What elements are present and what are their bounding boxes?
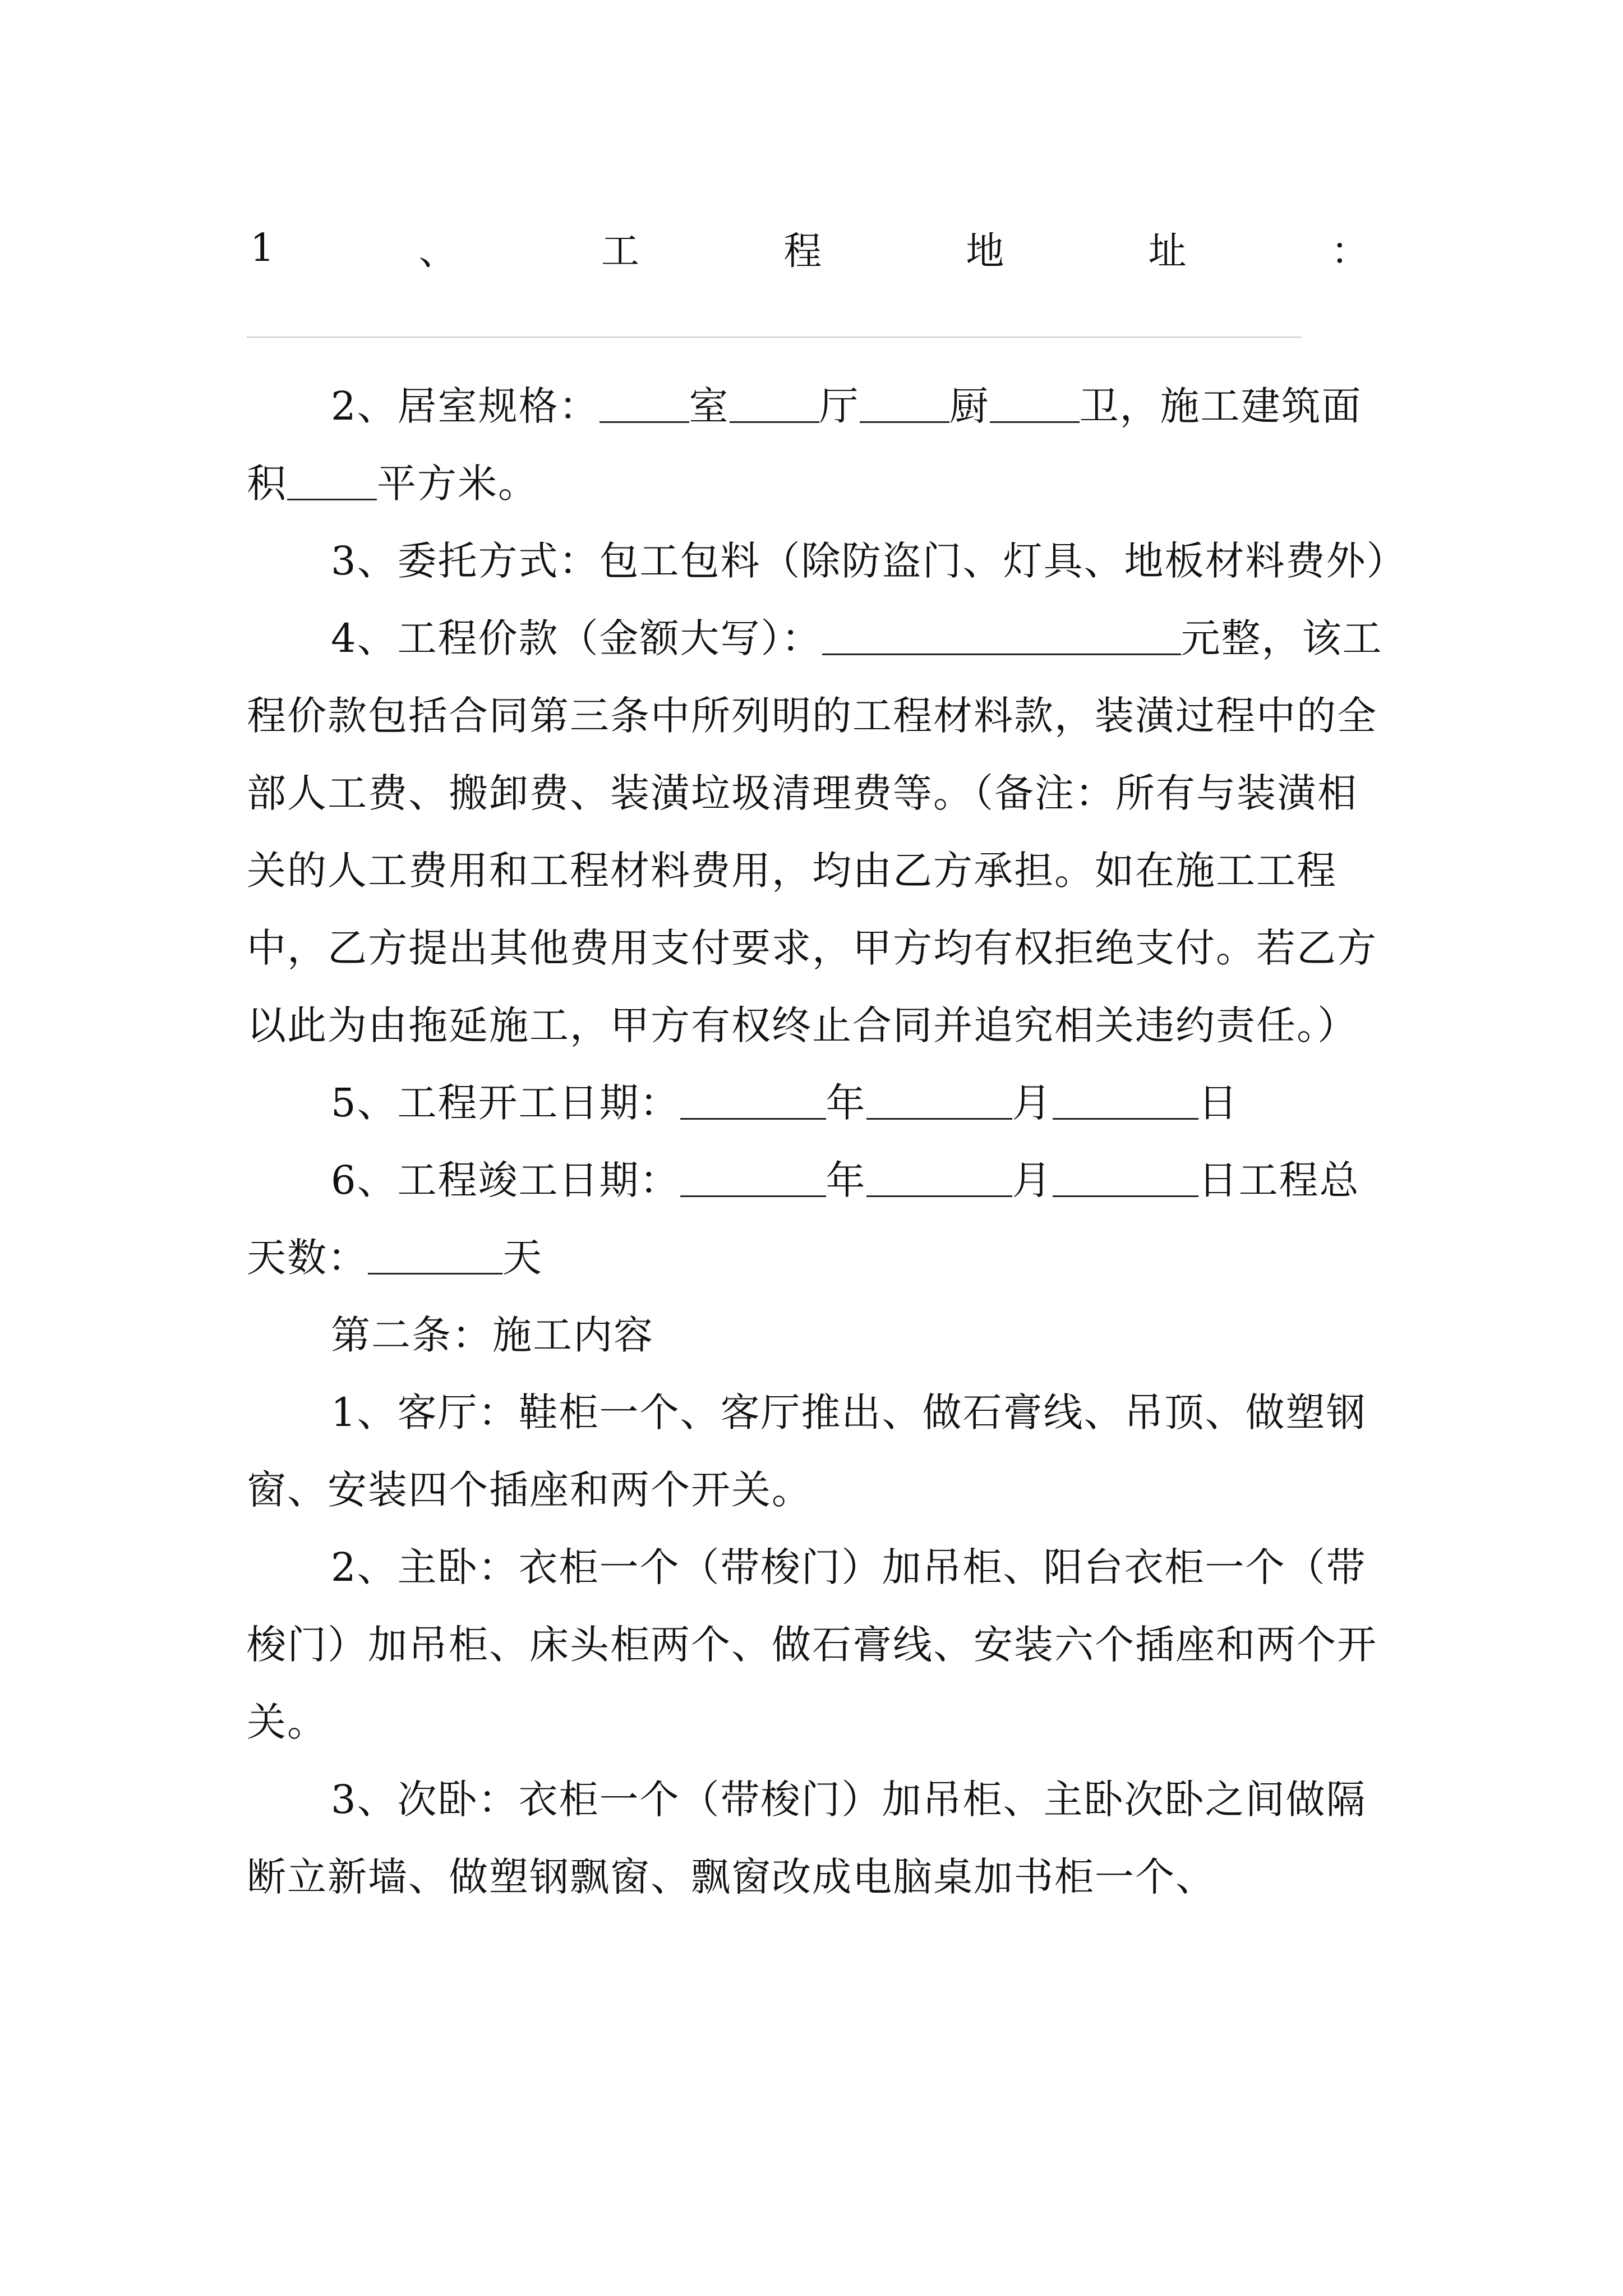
paragraph-room-spec <box>247 367 1394 522</box>
text-run: 元整，该工程价款包括合同第三条中所列明的工程材料款，装潢过程中的全部人工费、搬卸费、装潢垃圾清理费等。（备注：所有与装潢相关的人工费用和工程材料费用，均由乙方承担。如在施工工程中，乙方提出其他费用支付要求，甲方均有权拒绝支付。若乙方以此为由拖延施工，甲方有权终止合同并追究相关违约责任。） <box>247 615 1383 1048</box>
title-char: 址 <box>1148 229 1187 274</box>
title-char: 、 <box>418 229 457 274</box>
blank-field <box>866 1084 1012 1120</box>
paragraph-living-room: 1、客厅：鞋柜一个、客厅推出、做石膏线、吊顶、做塑钢窗、安装四个插座和两个开关。 <box>247 1389 1367 1513</box>
text-run: 日 <box>1198 1080 1239 1126</box>
text-run: 年 <box>826 1080 866 1126</box>
text-run: 卫，施工建筑面积 <box>247 383 1362 507</box>
title-char: 地 <box>966 229 1004 274</box>
blank-field <box>822 620 1181 655</box>
text-run: 月 <box>1012 1080 1053 1126</box>
section-heading-construction: 第二条：施工内容 <box>331 1312 654 1358</box>
text-run: 天 <box>502 1235 543 1281</box>
title-char: ： <box>1330 229 1369 274</box>
paragraph-end-date <box>247 1142 1394 1296</box>
blank-field <box>680 1162 826 1197</box>
text-run: 室 <box>689 383 730 429</box>
document-body <box>247 367 1407 1916</box>
text-run: 平方米。 <box>377 461 538 507</box>
text-run: 厅 <box>819 383 860 429</box>
blank-field <box>1053 1084 1198 1120</box>
text-run: 月 <box>1012 1157 1053 1203</box>
title-char: 程 <box>783 229 822 274</box>
paragraph-commission: 3、委托方式：包工包料（除防盗门、灯具、地板材料费外） <box>331 538 1407 584</box>
blank-field <box>860 388 949 423</box>
section-title <box>250 222 1369 275</box>
title-char: 工 <box>601 229 639 274</box>
blank-field <box>287 465 377 500</box>
text-run: 6、工程竣工日期： <box>331 1157 680 1203</box>
address-blank-line <box>247 337 1301 338</box>
text-run: 日工程总天数： <box>247 1157 1360 1281</box>
paragraph-price <box>247 600 1394 1064</box>
text-run: 4、工程价款（金额大写）： <box>331 615 822 661</box>
paragraph-master-bedroom: 2、主卧：衣柜一个（带梭门）加吊柜、阳台衣柜一个（带梭门）加吊柜、床头柜两个、做石膏线、安装六个插座和两个开关。 <box>247 1544 1377 1745</box>
paragraph-second-bedroom: 3、次卧：衣柜一个（带梭门）加吊柜、主卧次卧之间做隔断立新墙、做塑钢飘窗、飘窗改成电脑桌加书柜一个、 <box>247 1777 1367 1900</box>
paragraph-start-date <box>247 1064 1394 1142</box>
text-run: 厨 <box>949 383 990 429</box>
blank-field <box>730 388 819 423</box>
blank-field <box>1053 1162 1198 1197</box>
text-run: 2、居室规格： <box>331 383 600 429</box>
blank-field <box>368 1239 502 1274</box>
text-run: 5、工程开工日期： <box>331 1080 680 1126</box>
blank-field <box>866 1162 1012 1197</box>
blank-field <box>680 1084 826 1120</box>
blank-field <box>600 388 689 423</box>
blank-field <box>990 388 1080 423</box>
title-char: 1 <box>250 226 275 270</box>
text-run: 年 <box>826 1157 866 1203</box>
